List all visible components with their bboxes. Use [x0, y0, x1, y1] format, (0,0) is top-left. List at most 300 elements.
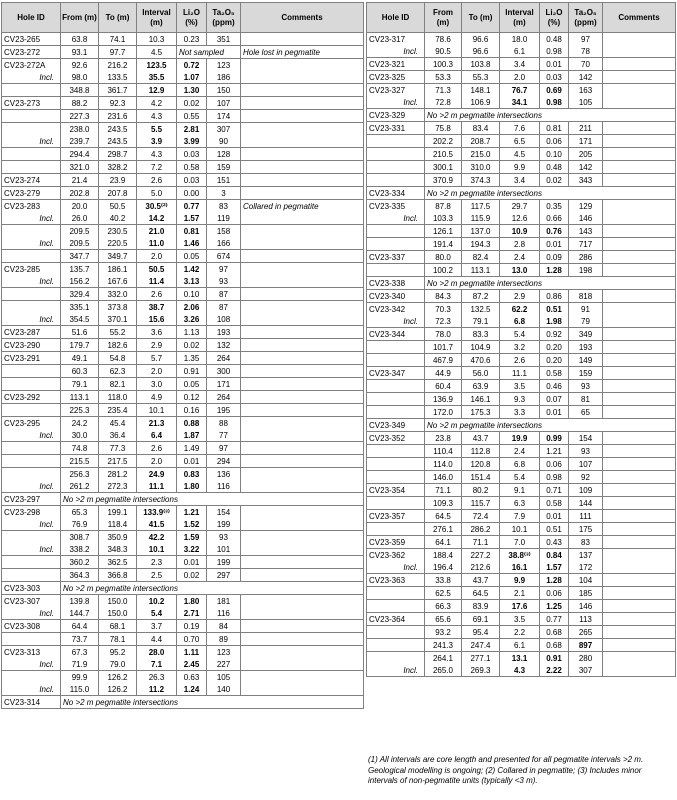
to-cell: 194.3	[462, 238, 500, 251]
comment-cell	[241, 174, 364, 187]
from-cell: 51.6	[61, 326, 99, 339]
drill-results-table-right	[366, 2, 676, 677]
comment-cell	[241, 620, 364, 633]
table-row	[2, 683, 364, 696]
interval-cell: 2.4	[500, 445, 540, 458]
ta2o5-cell: 154	[569, 432, 603, 445]
hole-id-cell	[367, 458, 425, 471]
table-row	[367, 161, 676, 174]
hole-id-cell: Incl.	[2, 429, 61, 442]
comment-cell	[603, 549, 676, 562]
interval-cell: 14.2	[137, 212, 177, 225]
ta2o5-cell: 151	[207, 174, 241, 187]
li2o-cell: 1.25	[540, 600, 569, 613]
interval-cell: 4.2	[137, 97, 177, 110]
li2o-cell: 0.66	[540, 212, 569, 225]
to-cell: 23.9	[99, 174, 137, 187]
li2o-cell: 1.59	[177, 531, 207, 544]
comment-cell	[241, 429, 364, 442]
from-cell: 144.7	[61, 607, 99, 620]
li2o-cell: 0.01	[177, 455, 207, 468]
hole-id-cell: CV23-363	[367, 574, 425, 587]
ta2o5-cell: 78	[569, 45, 603, 58]
li2o-cell: 1.46	[177, 237, 207, 250]
comment-cell	[603, 380, 676, 393]
ta2o5-cell: 77	[207, 429, 241, 442]
ta2o5-cell: 171	[569, 135, 603, 148]
interval-cell: 3.5	[500, 613, 540, 626]
from-cell: 84.3	[425, 290, 462, 303]
ta2o5-cell: 181	[207, 595, 241, 608]
li2o-cell: 0.10	[540, 148, 569, 161]
li2o-cell: 0.07	[540, 393, 569, 406]
table-row	[2, 582, 364, 595]
col-interval: Interval (m)	[137, 3, 177, 33]
ta2o5-cell: 129	[569, 200, 603, 213]
hole-id-cell	[367, 135, 425, 148]
comment-cell	[241, 212, 364, 225]
from-cell: 93.1	[61, 46, 99, 59]
ta2o5-cell: 193	[569, 341, 603, 354]
note-cell: No >2 m pegmatite intersections	[61, 696, 364, 709]
interval-cell: 2.6	[137, 174, 177, 187]
to-cell: 212.6	[462, 561, 500, 574]
hole-id-cell: CV23-272	[2, 46, 61, 59]
table-row	[367, 380, 676, 393]
table-row	[367, 96, 676, 109]
hole-id-cell	[2, 556, 61, 569]
from-cell: 196.4	[425, 561, 462, 574]
note-cell: No >2 m pegmatite intersections	[425, 109, 676, 122]
from-cell: 76.9	[61, 518, 99, 531]
ta2o5-cell: 264	[207, 352, 241, 365]
hole-id-cell: CV23-317	[367, 33, 425, 46]
col-li2o: Li₂O (%)	[177, 3, 207, 33]
table-row	[2, 123, 364, 136]
header-row	[2, 3, 364, 33]
li2o-cell: 3.99	[177, 135, 207, 148]
table-row	[2, 365, 364, 378]
to-cell: 113.1	[462, 264, 500, 277]
comment-cell	[241, 556, 364, 569]
li2o-cell: 0.99	[540, 432, 569, 445]
col-comments: Comments	[603, 3, 676, 33]
li2o-cell: 0.58	[540, 367, 569, 380]
hole-id-cell	[2, 378, 61, 391]
to-cell: 83.3	[462, 328, 500, 341]
interval-cell: 7.2	[137, 161, 177, 174]
from-cell: 23.8	[425, 432, 462, 445]
table-row	[367, 341, 676, 354]
ta2o5-cell: 199	[207, 556, 241, 569]
comment-cell	[603, 33, 676, 46]
li2o-cell: 2.22	[540, 664, 569, 677]
ta2o5-cell: 92	[569, 471, 603, 484]
table-row	[367, 664, 676, 677]
comment-cell	[241, 313, 364, 326]
table-row	[2, 378, 364, 391]
from-cell: 135.7	[61, 263, 99, 276]
ta2o5-cell: 97	[207, 263, 241, 276]
from-cell: 20.0	[61, 200, 99, 213]
ta2o5-cell: 143	[569, 225, 603, 238]
comment-cell	[603, 639, 676, 652]
table-row	[367, 432, 676, 445]
hole-id-cell: CV23-287	[2, 326, 61, 339]
hole-id-cell: CV23-292	[2, 391, 61, 404]
interval-cell: 12.6	[500, 212, 540, 225]
from-cell: 210.5	[425, 148, 462, 161]
ta2o5-cell: 116	[207, 480, 241, 493]
li2o-cell: 2.06	[177, 301, 207, 314]
to-cell: 45.4	[99, 417, 137, 430]
to-cell: 230.5	[99, 225, 137, 238]
li2o-cell: 1.52	[177, 518, 207, 531]
ta2o5-cell: 195	[207, 404, 241, 417]
hole-id-cell: CV23-290	[2, 339, 61, 352]
li2o-cell: 0.69	[540, 84, 569, 97]
interval-cell: 6.4	[137, 429, 177, 442]
hole-id-cell	[2, 671, 61, 684]
li2o-cell: 0.06	[540, 458, 569, 471]
from-cell: 209.5	[61, 237, 99, 250]
from-cell: 26.0	[61, 212, 99, 225]
interval-cell: 3.2	[500, 341, 540, 354]
ta2o5-cell: 193	[207, 326, 241, 339]
interval-cell: 10.1	[137, 404, 177, 417]
to-cell: 217.5	[99, 455, 137, 468]
table-row	[367, 458, 676, 471]
comment-cell	[241, 378, 364, 391]
comment-cell	[603, 328, 676, 341]
table-row	[2, 275, 364, 288]
to-cell: 470.6	[462, 354, 500, 367]
hole-id-cell	[367, 264, 425, 277]
comment-cell	[241, 110, 364, 123]
hole-id-cell: Incl.	[2, 607, 61, 620]
table-row	[2, 696, 364, 709]
ta2o5-cell: 185	[569, 587, 603, 600]
li2o-cell: 0.91	[177, 365, 207, 378]
hole-id-cell	[2, 531, 61, 544]
to-cell: 95.4	[462, 626, 500, 639]
from-cell: 67.3	[61, 646, 99, 659]
table-row	[367, 561, 676, 574]
table-row	[2, 569, 364, 582]
hole-id-cell	[367, 225, 425, 238]
ta2o5-cell: 79	[569, 315, 603, 328]
interval-cell: 10.9	[500, 225, 540, 238]
interval-cell: 3.6	[137, 326, 177, 339]
comment-cell	[603, 613, 676, 626]
comment-cell	[603, 536, 676, 549]
li2o-cell: 3.22	[177, 543, 207, 556]
interval-cell: 6.8	[500, 315, 540, 328]
to-cell: 78.1	[99, 633, 137, 646]
col-interval: Interval (m)	[500, 3, 540, 33]
to-cell: 150.0	[99, 595, 137, 608]
hole-id-cell: CV23-342	[367, 303, 425, 316]
from-cell: 65.6	[425, 613, 462, 626]
li2o-cell: 0.68	[540, 639, 569, 652]
li2o-cell: 0.84	[540, 549, 569, 562]
li2o-cell: 0.05	[177, 250, 207, 263]
to-cell: 74.1	[99, 33, 137, 46]
interval-cell: 5.4	[137, 607, 177, 620]
comment-cell	[603, 587, 676, 600]
hole-id-cell	[2, 250, 61, 263]
from-cell: 62.5	[425, 587, 462, 600]
hole-id-cell	[367, 354, 425, 367]
comment-cell	[241, 658, 364, 671]
hole-id-cell: CV23-297	[2, 493, 61, 506]
li2o-cell: 0.01	[540, 510, 569, 523]
to-cell: 80.2	[462, 484, 500, 497]
interval-cell: 5.5	[137, 123, 177, 136]
footnote: (1) All intervals are core length and presented for all pegmatite intervals >2 m. Geological modelling is ongoing; (2) Collared in pegmatite; (3) Includes minor intervals of non-pegmatite units (typically <3 m).	[368, 755, 644, 785]
table-row	[2, 135, 364, 148]
ta2o5-cell: 70	[569, 58, 603, 71]
interval-cell: 3.4	[500, 58, 540, 71]
comment-cell	[241, 352, 364, 365]
to-cell: 362.5	[99, 556, 137, 569]
table-row	[2, 174, 364, 187]
hole-id-cell	[2, 161, 61, 174]
from-cell: 75.8	[425, 122, 462, 135]
comment-cell	[603, 96, 676, 109]
from-cell: 308.7	[61, 531, 99, 544]
interval-cell: 2.0	[137, 250, 177, 263]
table-row	[367, 84, 676, 97]
from-cell: 276.1	[425, 523, 462, 536]
li2o-cell: 0.01	[540, 406, 569, 419]
from-cell: 65.3	[61, 506, 99, 519]
table-row	[367, 406, 676, 419]
ta2o5-cell: 280	[569, 652, 603, 665]
ta2o5-cell: 87	[207, 301, 241, 314]
li2o-cell: 0.02	[177, 339, 207, 352]
interval-cell: 41.5	[137, 518, 177, 531]
interval-cell: 4.9	[137, 391, 177, 404]
from-cell: 90.5	[425, 45, 462, 58]
to-cell: 207.8	[99, 187, 137, 200]
interval-cell: 2.6	[500, 354, 540, 367]
from-cell: 321.0	[61, 161, 99, 174]
ta2o5-cell: 97	[207, 442, 241, 455]
li2o-cell: 0.98	[540, 471, 569, 484]
table-row	[2, 493, 364, 506]
interval-cell: 2.2	[500, 626, 540, 639]
table-row	[2, 71, 364, 84]
table-row	[367, 187, 676, 200]
li2o-cell: 0.76	[540, 225, 569, 238]
comment-cell	[603, 225, 676, 238]
ta2o5-cell: 146	[569, 212, 603, 225]
hole-id-cell: CV23-265	[2, 33, 61, 46]
li2o-cell: 1.11	[177, 646, 207, 659]
hole-id-cell: CV23-354	[367, 484, 425, 497]
interval-cell: 6.8	[500, 458, 540, 471]
to-cell: 199.1	[99, 506, 137, 519]
ta2o5-cell: 93	[207, 531, 241, 544]
interval-cell: 62.2	[500, 303, 540, 316]
from-cell: 188.4	[425, 549, 462, 562]
li2o-cell: 0.10	[177, 288, 207, 301]
hole-id-cell	[367, 652, 425, 665]
table-row	[2, 468, 364, 481]
to-cell: 62.3	[99, 365, 137, 378]
hole-id-cell: CV23-321	[367, 58, 425, 71]
ta2o5-cell: 307	[207, 123, 241, 136]
ta2o5-cell: 158	[207, 225, 241, 238]
ta2o5-cell: 119	[207, 212, 241, 225]
hole-id-cell	[367, 161, 425, 174]
comment-cell	[241, 123, 364, 136]
li2o-cell: 1.42	[177, 263, 207, 276]
from-cell: 53.3	[425, 71, 462, 84]
table-row	[367, 445, 676, 458]
ta2o5-cell: 107	[569, 458, 603, 471]
hole-id-cell: CV23-308	[2, 620, 61, 633]
table-row	[2, 480, 364, 493]
comment-cell	[241, 97, 364, 110]
to-cell: 96.6	[462, 33, 500, 46]
interval-cell: 2.6	[137, 442, 177, 455]
li2o-cell: 2.81	[177, 123, 207, 136]
col-to: To (m)	[462, 3, 500, 33]
table-row	[367, 574, 676, 587]
comment-cell	[603, 626, 676, 639]
interval-cell: 5.0	[137, 187, 177, 200]
comment-cell	[241, 633, 364, 646]
hole-id-cell	[367, 341, 425, 354]
from-cell: 74.8	[61, 442, 99, 455]
li2o-cell: 1.21	[540, 445, 569, 458]
table-row	[2, 288, 364, 301]
from-cell: 72.8	[425, 96, 462, 109]
table-row	[2, 442, 364, 455]
to-cell: 328.2	[99, 161, 137, 174]
hole-id-cell: CV23-279	[2, 187, 61, 200]
comment-cell	[241, 543, 364, 556]
hole-id-cell: CV23-340	[367, 290, 425, 303]
interval-cell: 5.7	[137, 352, 177, 365]
hole-id-cell	[2, 365, 61, 378]
li2o-cell: 0.20	[540, 341, 569, 354]
interval-cell: 34.1	[500, 96, 540, 109]
from-cell: 100.2	[425, 264, 462, 277]
hole-id-cell	[2, 110, 61, 123]
header-row	[367, 3, 676, 33]
interval-cell: 9.3	[500, 393, 540, 406]
col-hole-id: Hole ID	[367, 3, 425, 33]
to-cell: 97.7	[99, 46, 137, 59]
comment-cell	[241, 671, 364, 684]
ta2o5-cell: 105	[207, 671, 241, 684]
comment-cell	[603, 497, 676, 510]
from-cell: 364.3	[61, 569, 99, 582]
hole-id-cell	[2, 455, 61, 468]
table-row	[367, 277, 676, 290]
to-cell: 208.7	[462, 135, 500, 148]
from-cell: 60.4	[425, 380, 462, 393]
li2o-cell: 1.13	[177, 326, 207, 339]
hole-id-cell	[367, 393, 425, 406]
li2o-cell: 1.87	[177, 429, 207, 442]
from-cell: 115.0	[61, 683, 99, 696]
hole-id-cell: CV23-285	[2, 263, 61, 276]
to-cell: 215.0	[462, 148, 500, 161]
table-row	[2, 595, 364, 608]
interval-cell: 4.3	[500, 664, 540, 677]
interval-cell: 4.5	[500, 148, 540, 161]
hole-id-cell: CV23-337	[367, 251, 425, 264]
ta2o5-cell: 108	[207, 313, 241, 326]
interval-cell: 50.5	[137, 263, 177, 276]
interval-cell: 123.5	[137, 59, 177, 72]
ta2o5-cell: 211	[569, 122, 603, 135]
to-cell: 132.5	[462, 303, 500, 316]
col-from: From (m)	[61, 3, 99, 33]
table-row	[367, 200, 676, 213]
to-cell: 40.2	[99, 212, 137, 225]
table-row	[367, 290, 676, 303]
table-row	[367, 58, 676, 71]
table-row	[367, 71, 676, 84]
table-row	[2, 263, 364, 276]
from-cell: 227.3	[61, 110, 99, 123]
hole-id-cell: Incl.	[367, 664, 425, 677]
hole-id-cell	[2, 148, 61, 161]
table-row	[2, 671, 364, 684]
to-cell: 310.0	[462, 161, 500, 174]
li2o-cell: 1.49	[177, 442, 207, 455]
table-row	[367, 600, 676, 613]
comment-cell	[603, 432, 676, 445]
hole-id-cell	[367, 587, 425, 600]
comment-cell	[603, 315, 676, 328]
interval-cell: 5.4	[500, 471, 540, 484]
to-cell: 348.3	[99, 543, 137, 556]
ta2o5-cell: 132	[207, 339, 241, 352]
from-cell: 261.2	[61, 480, 99, 493]
to-cell: 87.2	[462, 290, 500, 303]
li2o-cell: 0.02	[540, 174, 569, 187]
to-cell: 92.3	[99, 97, 137, 110]
ta2o5-cell: 159	[569, 367, 603, 380]
li2o-cell: 1.28	[540, 574, 569, 587]
table-row	[2, 607, 364, 620]
table-row	[367, 587, 676, 600]
ta2o5-cell: 81	[569, 393, 603, 406]
hole-id-cell	[367, 174, 425, 187]
li2o-cell: 1.80	[177, 595, 207, 608]
from-cell: 114.0	[425, 458, 462, 471]
ta2o5-cell: 146	[569, 600, 603, 613]
from-cell: 239.7	[61, 135, 99, 148]
li2o-cell: 2.71	[177, 607, 207, 620]
from-cell: 49.1	[61, 352, 99, 365]
from-cell: 265.0	[425, 664, 462, 677]
table-row	[367, 613, 676, 626]
comment-cell: Collared in pegmatite	[241, 200, 364, 213]
comment-cell	[241, 391, 364, 404]
li2o-cell: 0.55	[177, 110, 207, 123]
to-cell: 126.2	[99, 683, 137, 696]
from-cell: 370.9	[425, 174, 462, 187]
from-cell: 71.1	[425, 484, 462, 497]
table-row	[367, 523, 676, 536]
